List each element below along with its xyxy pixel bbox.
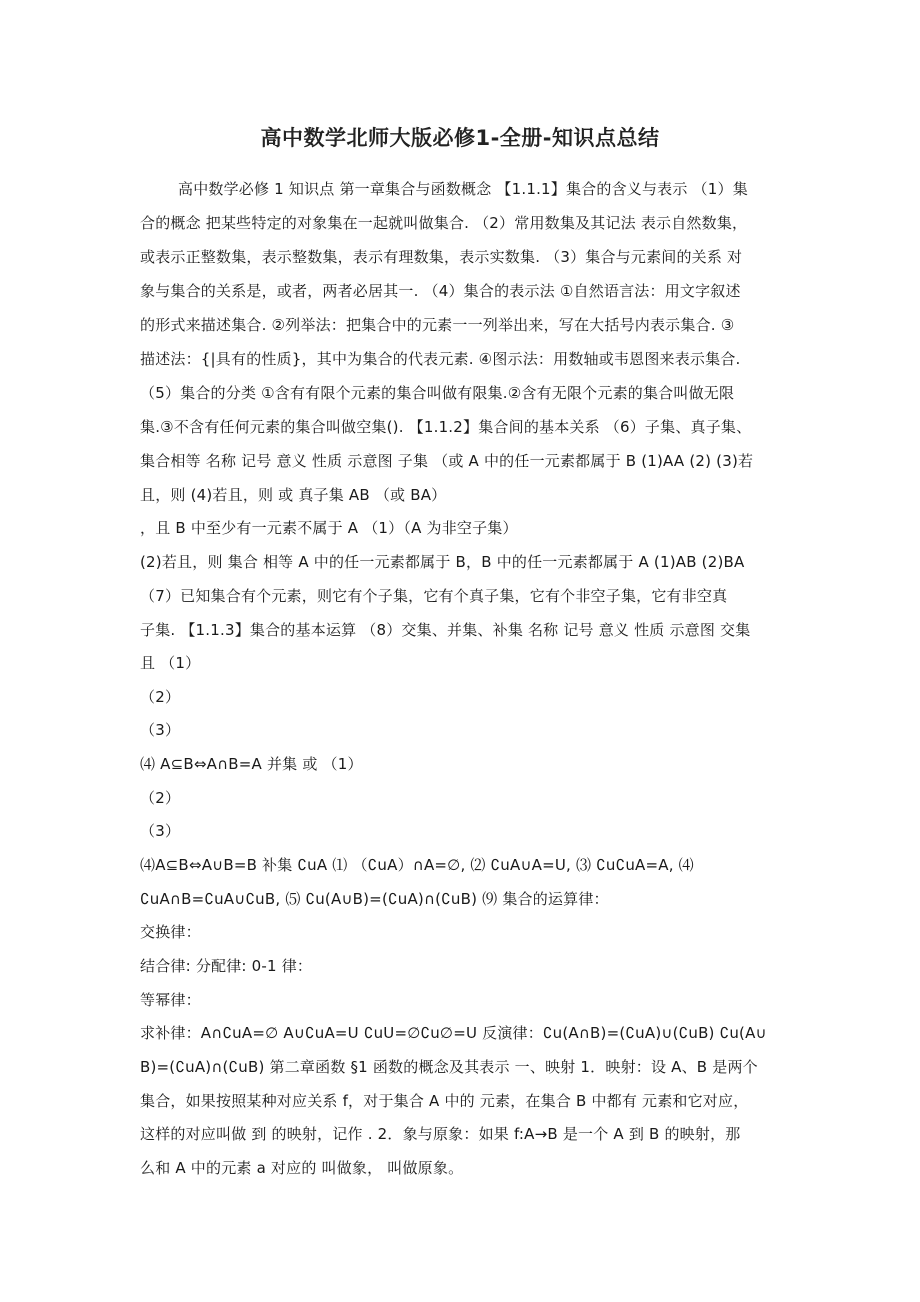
text-line: 求补律：A∩∁uA=∅ A∪∁uA=U ∁uU=∅∁u∅=U 反演律：∁u(A∩B)=(∁uA)∪(∁uB) ∁u(A∪ — [140, 1024, 767, 1042]
text-line: 等幂律： — [140, 991, 201, 1009]
text-line: ，且 B 中至少有一元素不属于 A （1）（A 为非空子集） — [140, 519, 518, 537]
text-line: (2)若且，则 集合 相等 A 中的任一元素都属于 B，B 中的任一元素都属于 A (1)AB (2)BA — [140, 553, 745, 571]
text-line: （2） — [140, 688, 181, 706]
text-line: （2） — [140, 789, 181, 807]
text-line: 结合律: 分配律: 0-1 律： — [140, 957, 313, 975]
text-line: 集合相等 名称 记号 意义 性质 示意图 子集 （或 A 中的任一元素都属于 B (1)AA (2) (3)若 — [140, 452, 754, 470]
text-line: 集合，如果按照某种对应关系 f，对于集合 A 中的 元素，在集合 B 中都有 元素和它对应， — [140, 1092, 749, 1110]
text-line: 的形式来描述集合. ②列举法：把集合中的元素一一列举出来，写在大括号内表示集合. ③ — [140, 316, 735, 334]
text-line: 合的概念 把某些特定的对象集在一起就叫做集合. （2）常用数集及其记法 表示自然数集， — [140, 214, 748, 232]
text-line: 这样的对应叫做 到 的映射，记作 . 2．象与原象：如果 f:A→B 是一个 A 到 B 的映射，那 — [140, 1125, 741, 1143]
text-line: （3） — [140, 822, 181, 840]
text-line: （3） — [140, 721, 181, 739]
document-title: 高中数学北师大版必修1-全册-知识点总结 — [260, 126, 660, 150]
text-line: （7）已知集合有个元素，则它有个子集，它有个真子集，它有个非空子集，它有非空真 — [140, 587, 728, 605]
text-line: 交换律： — [140, 923, 201, 941]
text-line: ∁uA∩B=∁uA∪∁uB, ⑸ ∁u(A∪B)=(∁uA)∩(∁uB) ⑼ 集合的运算律： — [140, 890, 609, 908]
text-line: 子集. 【1.1.3】集合的基本运算 （8）交集、并集、补集 名称 记号 意义 性质 示意图 交集 — [140, 621, 751, 639]
text-line: 象与集合的关系是，或者，两者必居其一. （4）集合的表示法 ①自然语言法：用文字叙述 — [140, 282, 741, 300]
text-line: 描述法：{|具有的性质}，其中为集合的代表元素. ④图示法：用数轴或韦恩图来表示集合. — [140, 350, 741, 368]
text-line: 高中数学必修 1 知识点 第一章集合与函数概念 【1.1.1】集合的含义与表示 （1）集 — [178, 180, 748, 198]
text-line: 且，则 (4)若且，则 或 真子集 AB （或 BA） — [140, 486, 447, 504]
text-line: ⑷ A⊆B⇔A∩B=A 并集 或 （1） — [140, 755, 363, 773]
text-line: 集.③不含有任何元素的集合叫做空集(). 【1.1.2】集合间的基本关系 （6）子集、真子集、 — [140, 418, 752, 436]
text-line: 且 （1） — [140, 654, 201, 672]
text-line: （5）集合的分类 ①含有有限个元素的集合叫做有限集.②含有无限个元素的集合叫做无限 — [140, 384, 735, 402]
text-line: 么和 A 中的元素 a 对应的 叫做象， 叫做原象。 — [140, 1159, 464, 1177]
text-line: ⑷A⊆B⇔A∪B=B 补集 ∁uA ⑴ （∁uA）∩A=∅, ⑵ ∁uA∪A=U, ⑶ ∁u∁uA=A, ⑷ — [140, 856, 694, 874]
text-line: B)=(∁uA)∩(∁uB) 第二章函数 §1 函数的概念及其表示 一、映射 1．映射：设 A、B 是两个 — [140, 1058, 758, 1076]
text-line: 或表示正整数集，表示整数集，表示有理数集，表示实数集. （3）集合与元素间的关系 对 — [140, 248, 743, 266]
